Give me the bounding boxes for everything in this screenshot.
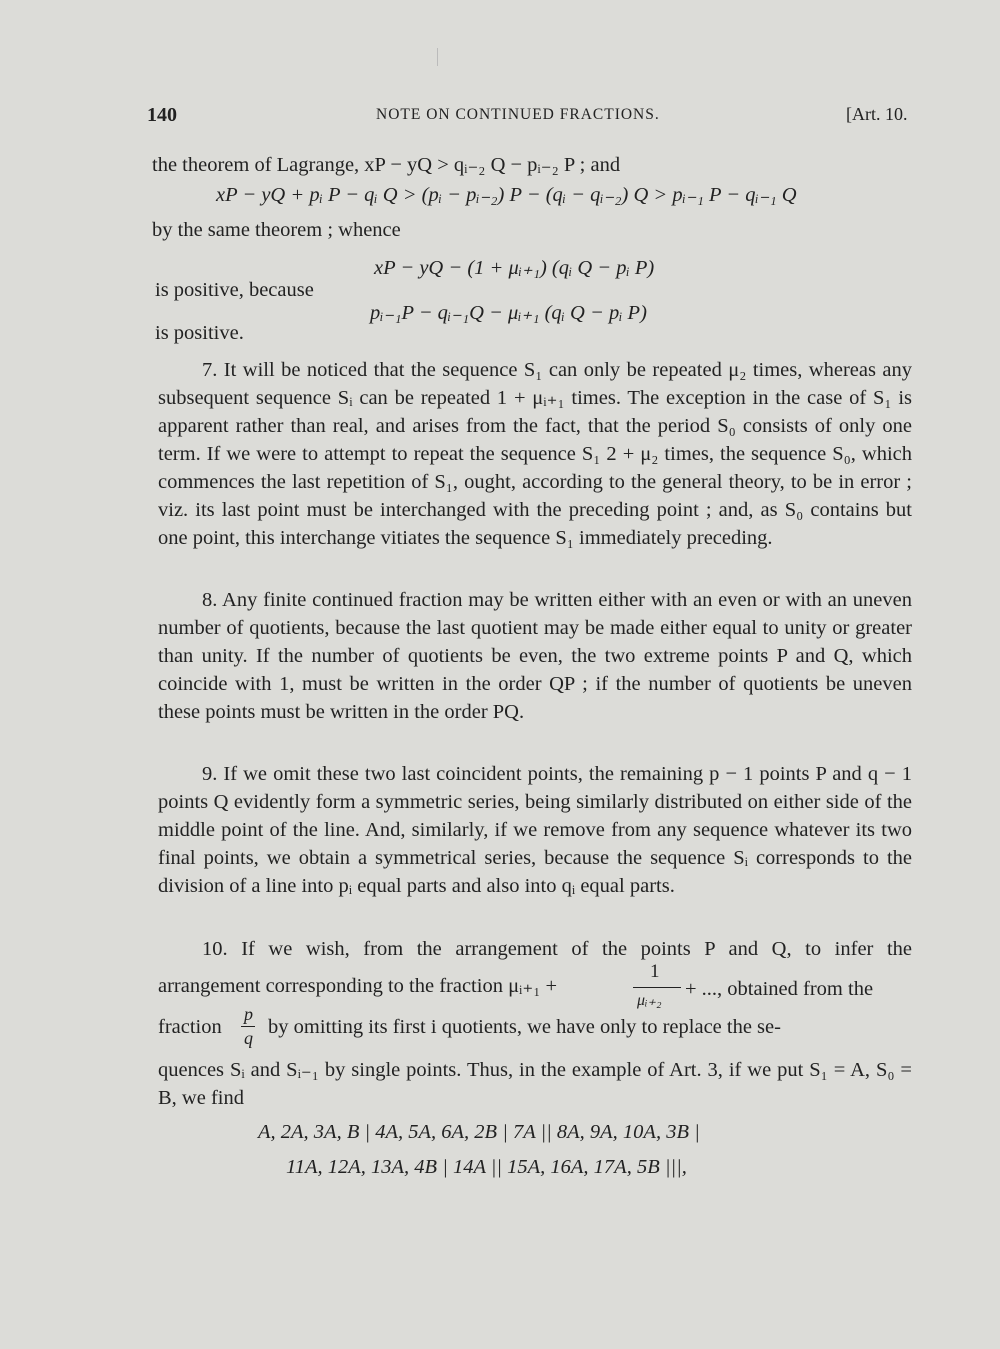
paragraph-8: 8. Any finite continued fraction may be written either with an even or with an uneven number of quotients, because the last quotient may be made either equal to unity or greater than unity. If the number of quotients be even, the two extreme points P and Q, which coincide with 1, must be written in the order QP ; if the number of quotients be uneven these points must be written in the order PQ. (158, 589, 912, 723)
paragraph-10-fraction-text-a: arrangement corresponding to the fraction μᵢ₊₁ + (158, 975, 558, 997)
text-line-same-theorem: by the same theorem ; whence (152, 219, 401, 241)
continued-fraction-bar (633, 987, 681, 988)
text-line-positive-because: is positive, because (155, 279, 314, 301)
p-over-q-denominator: q (244, 1028, 253, 1048)
scratch-mark (437, 48, 438, 66)
text-line-is-positive: is positive. (155, 322, 244, 344)
page-number: 140 (147, 104, 177, 126)
paragraph-10-first-line: 10. If we wish, from the arrangement of the points P and Q, to infer the (202, 938, 912, 960)
paragraph-9: 9. If we omit these two last coincident points, the remaining p − 1 points P and q − 1 points Q evidently form a symmetric series, being similarly distributed on either side of the middle point of the line. And, similarly, if we remove from any sequence whatever its two final points, we obtain a symmetrical series, because the sequence Sᵢ corresponds to the division of a line into pᵢ equal parts and also into qᵢ equal parts. (158, 763, 912, 897)
continued-fraction-denominator: μᵢ₊₂ (637, 992, 662, 1009)
article-marker: [Art. 10. (846, 104, 908, 124)
paragraph-7: 7. It will be noticed that the sequence S₁ can only be repeated μ₂ times, whereas any subsequent sequence Sᵢ can be repeated 1 + μᵢ₊₁ times. The exception in the case of S₁ is apparent rather than real, and arises from the fact, that the period S₀ consists of only one term. If we were to attempt to repeat the sequence S₁ 2 + μ₂ times, the sequence S₀, which commences the last repetition of S₁, ought, according to the general theory, to be in error ; viz. its last point must be interchanged with the preceding point ; and, as S₀ contains but one point, this interchange vitiates the sequence S₁ immediately preceding. (158, 359, 912, 549)
paragraph-10-fraction-text-b: + ..., obtained from the (685, 978, 874, 1000)
sequence-display-line-2: 11A, 12A, 13A, 4B | 14A || 15A, 16A, 17A, 5B |||, (286, 1156, 687, 1178)
paragraph-10-fraction-word: fraction (158, 1016, 222, 1038)
expression-one: xP − yQ − (1 + μᵢ₊₁) (qᵢ Q − pᵢ P) (374, 257, 655, 279)
p-over-q-bar (241, 1026, 255, 1027)
text-line-lagrange: the theorem of Lagrange, xP − yQ > qᵢ₋₂ Q − pᵢ₋₂ P ; and (152, 154, 621, 176)
paragraph-10-rest: quences Sᵢ and Sᵢ₋₁ by single points. Thus, in the example of Art. 3, if we put S₁ = A, S₀ = B, we find (158, 1059, 912, 1109)
running-title: NOTE ON CONTINUED FRACTIONS. (376, 106, 660, 123)
inequality-line: xP − yQ + pᵢ P − qᵢ Q > (pᵢ − pᵢ₋₂) P − (qᵢ − qᵢ₋₂) Q > pᵢ₋₁ P − qᵢ₋₁ Q (216, 184, 797, 206)
expression-two: pᵢ₋₁P − qᵢ₋₁Q − μᵢ₊₁ (qᵢ Q − pᵢ P) (370, 302, 647, 324)
sequence-display-line-1: A, 2A, 3A, B | 4A, 5A, 6A, 2B | 7A || 8A, 9A, 10A, 3B | (258, 1121, 700, 1143)
continued-fraction-numerator: 1 (650, 961, 660, 982)
p-over-q-numerator: p (244, 1004, 253, 1024)
paragraph-10-omitting-text: by omitting its first i quotients, we have only to replace the se- (268, 1016, 781, 1038)
